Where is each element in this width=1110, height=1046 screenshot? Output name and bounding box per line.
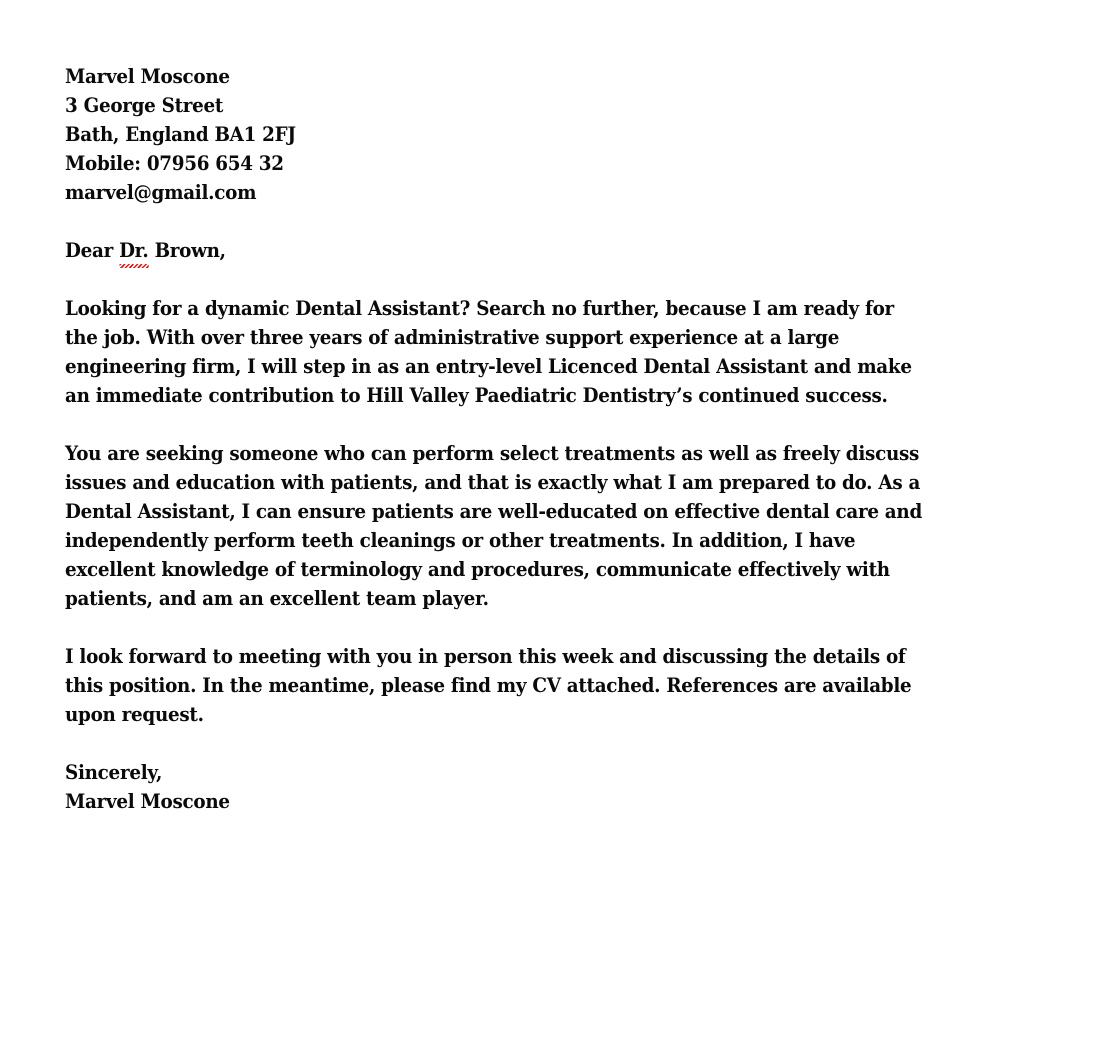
spacer-after-paragraph-2 bbox=[65, 613, 925, 642]
letter-body bbox=[65, 62, 925, 816]
sender-phone: Mobile: 07956 654 32 bbox=[65, 152, 284, 175]
body-paragraph-2: You are seeking someone who can perform select treatments as well as freely discuss issues and education with patients, and that is exactly what I am prepared to do. As a Dental Assistant, I can ensure patients are well-educated on effective dental care and independently perform teeth cleanings or other treatments. In addition, I have excellent knowledge of terminology and procedures, communicate effectively with patients, and am an excellent team player. bbox=[65, 442, 922, 610]
spacer-after-salutation bbox=[65, 265, 925, 294]
spacer-after-paragraph-3 bbox=[65, 729, 925, 758]
salutation-recipient: Brown, bbox=[148, 239, 226, 262]
signature-name: Marvel Moscone bbox=[65, 790, 230, 813]
sender-street: 3 George Street bbox=[65, 94, 224, 117]
salutation-line bbox=[65, 236, 925, 265]
closing-block bbox=[65, 758, 925, 816]
sender-address-block bbox=[65, 62, 925, 207]
sender-city-line: Bath, England BA1 2FJ bbox=[65, 123, 296, 146]
sender-name: Marvel Moscone bbox=[65, 65, 230, 88]
spellcheck-flagged-word[interactable]: Dr. bbox=[119, 236, 148, 265]
salutation-greeting: Dear bbox=[65, 239, 120, 262]
spacer-after-address bbox=[65, 207, 925, 236]
body-paragraph-3: I look forward to meeting with you in person this week and discussing the details of this position. In the meantime, please find my CV attached. References are available upon request. bbox=[65, 645, 912, 726]
sender-email: marvel@gmail.com bbox=[65, 181, 257, 204]
body-paragraph-1: Looking for a dynamic Dental Assistant? Search no further, because I am ready for the job. With over three years of administrative support experience at a large engineering firm, I will step in as an entry-level Licenced Dental Assistant and make an immediate contribution to Hill Valley Paediatric Dentistry’s continued success. bbox=[65, 297, 912, 407]
valediction: Sincerely, bbox=[65, 761, 163, 784]
spacer-after-paragraph-1 bbox=[65, 410, 925, 439]
